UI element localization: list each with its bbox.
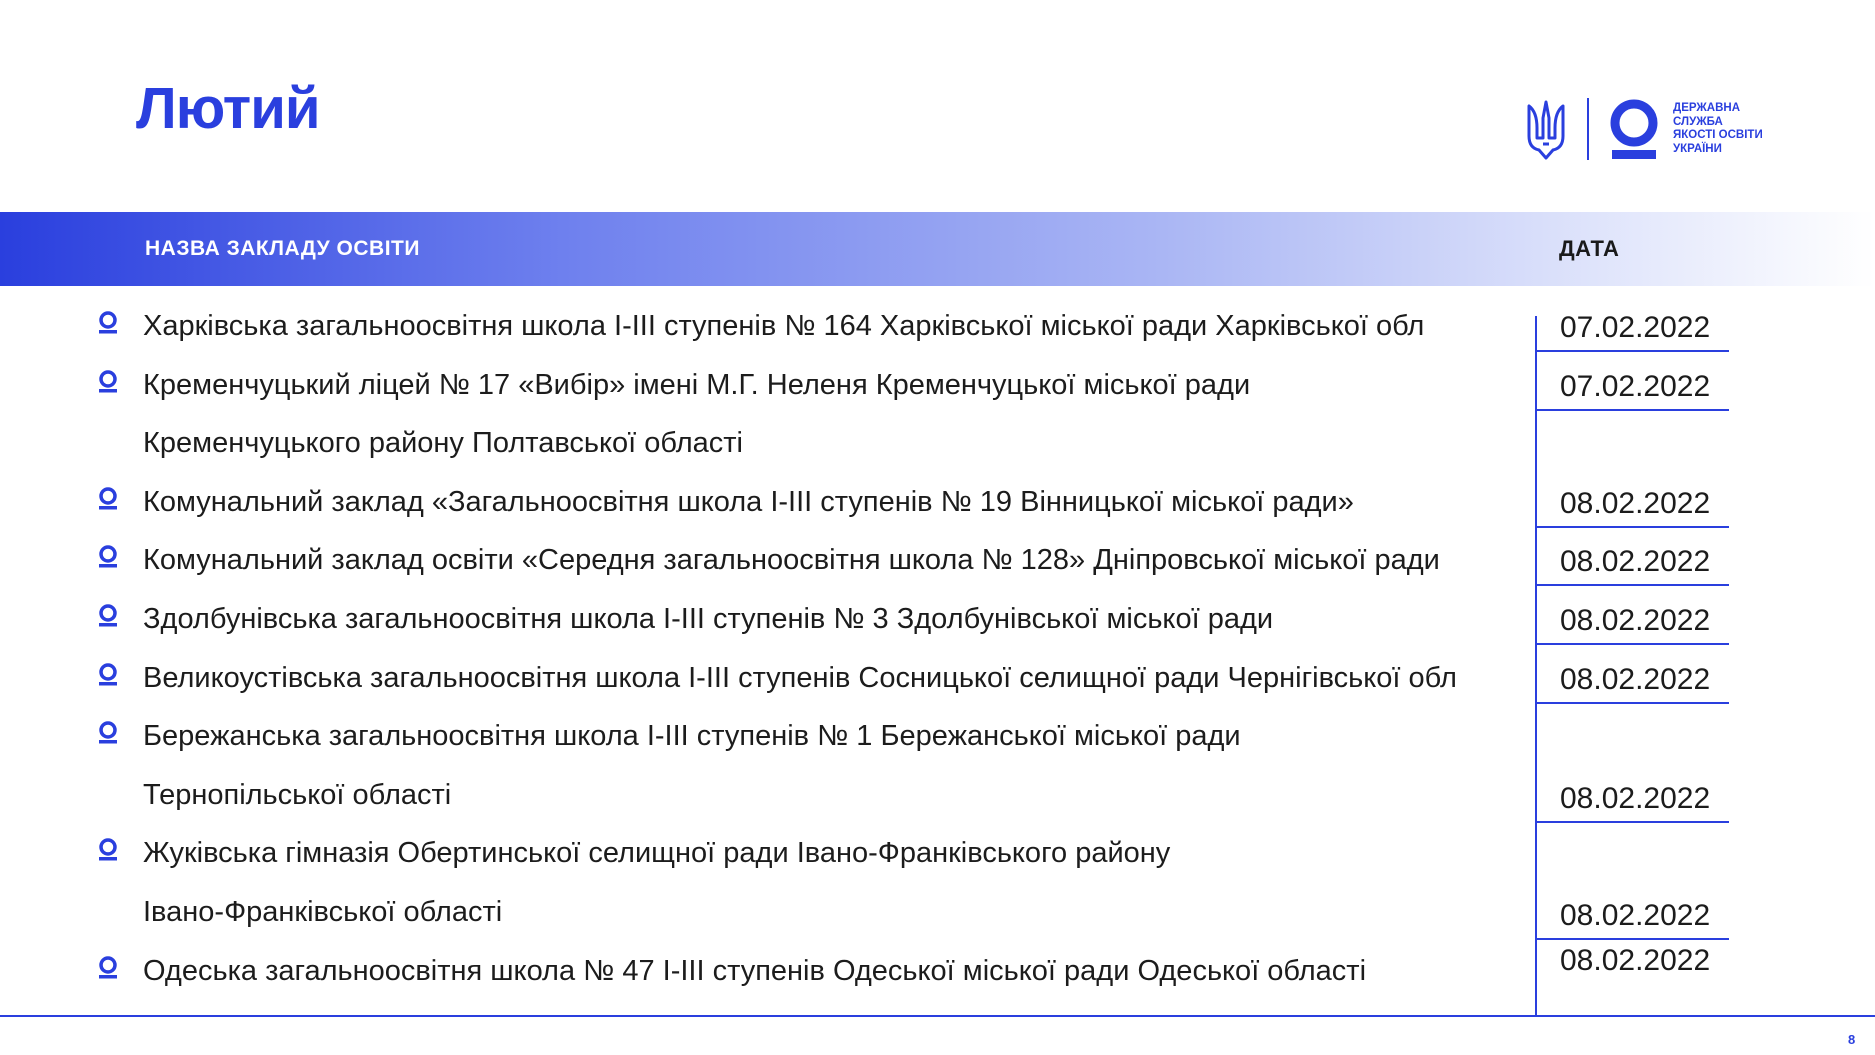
bullet-icon	[97, 955, 119, 983]
bullet-icon	[97, 544, 119, 572]
column-divider	[1535, 316, 1537, 1016]
visit-date: 08.02.2022	[1560, 662, 1711, 696]
ring-logo-icon	[1609, 98, 1659, 160]
column-header-name: НАЗВА ЗАКЛАДУ ОСВІТИ	[145, 237, 420, 260]
date-underline	[1537, 584, 1729, 586]
column-header-date: ДАТА	[1559, 236, 1620, 261]
visit-date: 07.02.2022	[1560, 311, 1711, 344]
page-title: Лютий	[136, 76, 320, 141]
table-bottom-rule	[0, 1015, 1875, 1017]
bullet-icon	[97, 720, 119, 748]
school-name-line: Одеська загальноосвітня школа № 47 І-ІІІ ступенів Одеської міської ради Одеської області	[143, 954, 1367, 987]
agency-logo	[1525, 96, 1775, 164]
visit-date: 08.02.2022	[1560, 486, 1711, 520]
school-name-line: Жуківська гімназія Обертинської селищної ради Івано-Франківського району	[143, 837, 1171, 870]
school-name-line: Здолбунівська загальноосвітня школа І-ІІІ ступенів № 3 Здолбунівської міської ради	[143, 603, 1274, 635]
visit-date: 08.02.2022	[1560, 604, 1711, 637]
table-header	[0, 212, 1875, 286]
visit-date: 08.02.2022	[1560, 781, 1711, 815]
school-name-line: Великоустівська загальноосвітня школа І-ІІІ ступенів Сосницької селищної ради Чернігівської обл	[143, 661, 1457, 694]
school-name-line: Харківська загальноосвітня школа І-ІІІ ступенів № 164 Харківської міської ради Харківської обл	[143, 310, 1425, 342]
bullet-icon	[97, 369, 119, 397]
page-number: 8	[1848, 1032, 1856, 1047]
logo-line: УКРАЇНИ	[1673, 142, 1722, 155]
school-name-line: Івано-Франківської області	[143, 896, 503, 928]
schools-table	[0, 286, 1875, 1016]
trident-icon	[1525, 98, 1567, 162]
bullet-icon	[97, 486, 119, 514]
school-name-line: Комунальний заклад освіти «Середня загальноосвітня школа № 128» Дніпровської міської ради	[143, 544, 1440, 577]
school-name-line: Бережанська загальноосвітня школа І-ІІІ ступенів № 1 Бережанської міської ради	[143, 720, 1241, 753]
visit-date: 07.02.2022	[1560, 369, 1711, 403]
bullet-icon	[97, 603, 119, 631]
logo-text	[1673, 102, 1783, 156]
bullet-icon	[97, 837, 119, 865]
school-name-line: Кременчуцький ліцей № 17 «Вибір» імені М.Г. Неленя Кременчуцької міської ради	[143, 368, 1251, 401]
bullet-icon	[97, 662, 119, 690]
school-name-line: Комунальний заклад «Загальноосвітня школа І-ІІІ ступенів № 19 Вінницької міської ради»	[143, 485, 1354, 518]
date-underline	[1537, 409, 1729, 411]
visit-date: 08.02.2022	[1560, 899, 1711, 932]
date-underline	[1537, 643, 1729, 645]
logo-divider	[1587, 98, 1589, 160]
date-underline	[1537, 526, 1729, 528]
date-underline	[1537, 938, 1729, 940]
visit-date: 08.02.2022	[1560, 545, 1711, 579]
school-name-line: Кременчуцького району Полтавської області	[143, 427, 743, 460]
school-name-line: Тернопільської області	[143, 778, 452, 811]
bullet-icon	[97, 310, 119, 338]
logo-line: СЛУЖБА	[1673, 115, 1723, 128]
date-underline	[1537, 350, 1729, 352]
date-underline	[1537, 702, 1729, 704]
logo-line: ЯКОСТІ ОСВІТИ	[1673, 129, 1763, 141]
date-underline	[1537, 821, 1729, 823]
visit-date: 08.02.2022	[1560, 943, 1711, 977]
logo-line: ДЕРЖАВНА	[1673, 102, 1740, 114]
